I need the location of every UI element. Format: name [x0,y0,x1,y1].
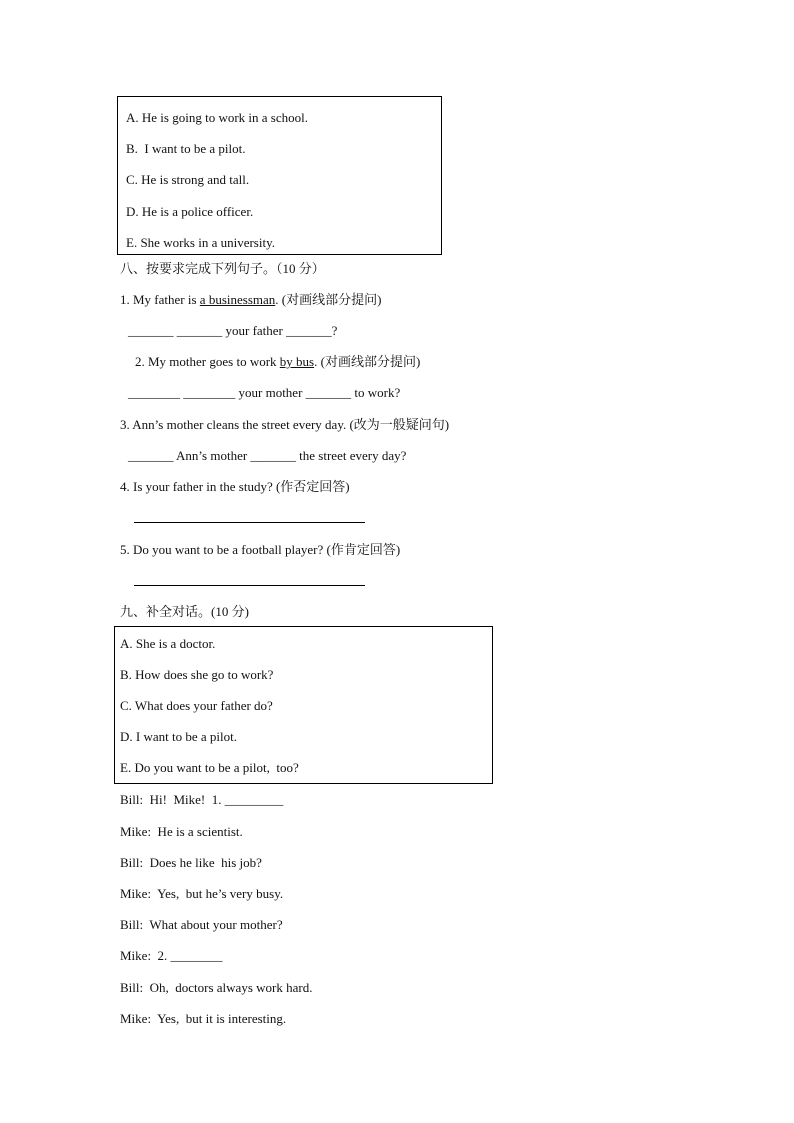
question-2 [135,354,420,370]
dialogue-line-6: Mike: 2. ________ [120,948,223,963]
dialogue-option-a: A. She is a doctor. [120,636,216,651]
answer-4-line[interactable] [134,522,365,523]
dialogue-line-2: Mike: He is a scientist. [120,824,243,839]
option-e: E. She works in a university. [126,235,275,250]
question-5: 5. Do you want to be a football player? (作肯定回答) [120,542,401,557]
dialogue-line-7: Bill: Oh, doctors always work hard. [120,980,313,995]
dialogue-option-c: C. What does your father do? [120,698,273,713]
option-b: B. I want to be a pilot. [126,141,246,156]
question-2-pre: 2. My mother goes to work [135,354,280,369]
option-c: C. He is strong and tall. [126,172,250,187]
question-4: 4. Is your father in the study? (作否定回答) [120,479,350,494]
dialogue-line-5: Bill: What about your mother? [120,917,283,932]
answer-2[interactable]: ________ ________ your mother _______ to work? [128,385,401,400]
dialogue-line-4: Mike: Yes, but he’s very busy. [120,886,284,901]
question-1-underlined: a businessman [199,292,276,307]
option-a: A. He is going to work in a school. [126,110,308,125]
dialogue-option-d: D. I want to be a pilot. [120,729,237,744]
question-1-post: . (对画线部分提问) [275,292,382,307]
dialogue-option-b: B. How does she go to work? [120,667,274,682]
dialogue-line-3: Bill: Does he like his job? [120,855,262,870]
question-1-pre: 1. My father is [120,292,200,307]
answer-1[interactable]: _______ _______ your father _______? [128,323,338,338]
section-8-title: 八、按要求完成下列句子。（10 分） [120,261,325,276]
question-2-post: . (对画线部分提问) [314,354,421,369]
question-2-underlined: by bus [279,354,315,369]
option-d: D. He is a police officer. [126,204,254,219]
dialogue-line-1: Bill: Hi! Mike! 1. _________ [120,792,284,807]
dialogue-line-8: Mike: Yes, but it is interesting. [120,1011,287,1026]
question-1 [120,292,381,308]
answer-3[interactable]: _______ Ann’s mother _______ the street every day? [128,448,407,463]
answer-5-line[interactable] [134,585,365,586]
question-3: 3. Ann’s mother cleans the street every day. (改为一般疑问句) [120,417,450,432]
section-9-title: 九、补全对话。(10 分) [120,604,249,619]
dialogue-option-e: E. Do you want to be a pilot, too? [120,760,299,775]
